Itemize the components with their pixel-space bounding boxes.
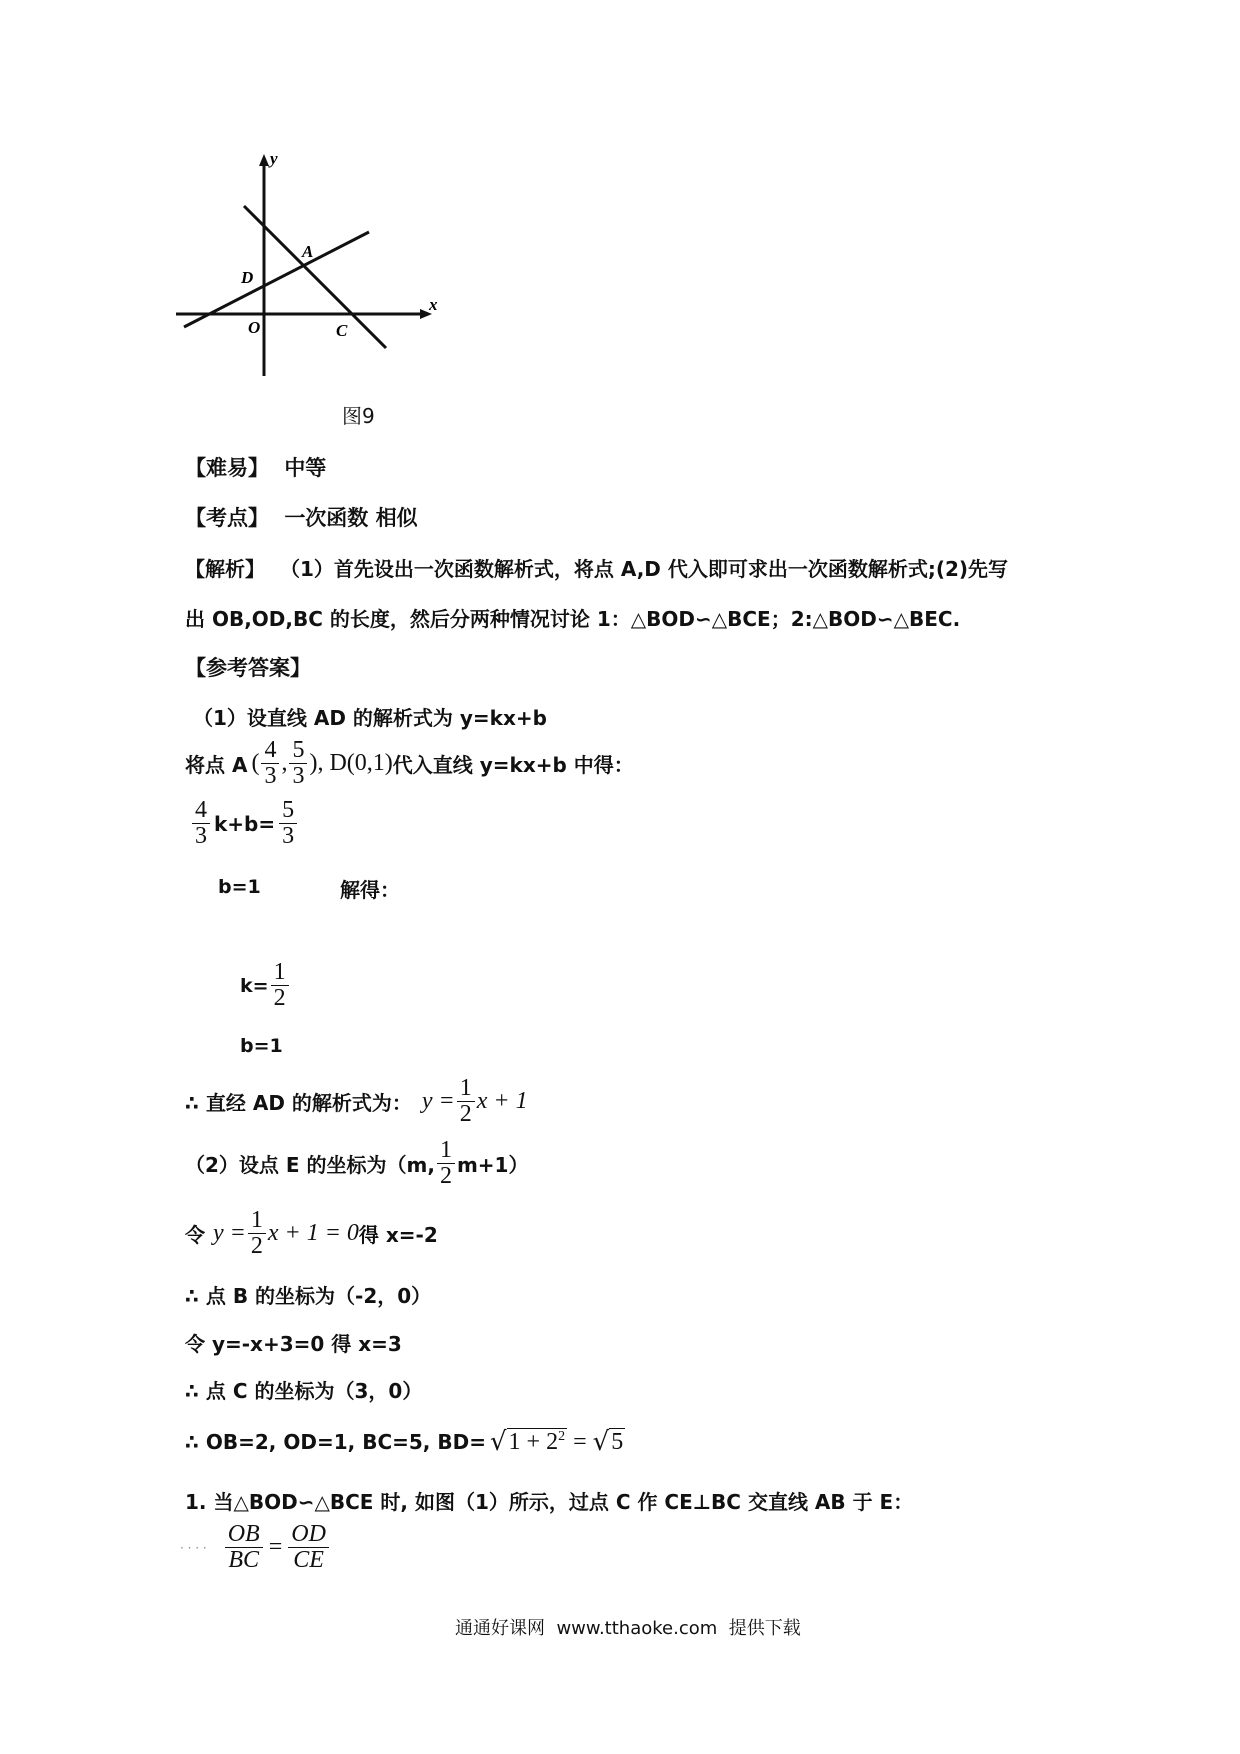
step-8-tail: m+1） <box>456 1153 529 1178</box>
coordinate-figure <box>170 150 470 430</box>
analysis-row <box>185 553 1008 582</box>
step-15-frac-1 <box>225 1522 263 1573</box>
step-13 <box>185 1427 625 1457</box>
step-7 <box>185 1076 528 1127</box>
step-7-tail: x + 1 <box>476 1088 528 1115</box>
step-8-frac <box>437 1138 455 1189</box>
step-13-radicand-2: 5 <box>611 1429 624 1456</box>
step-13-exp: 2 <box>558 1429 566 1445</box>
step-5 <box>240 960 291 1011</box>
step-7-frac-den: 2 <box>459 1101 472 1128</box>
step-7-frac-num: 1 <box>457 1076 475 1102</box>
topic-row <box>185 502 418 532</box>
axis-y-label: y <box>270 150 278 168</box>
step-2-prefix: 将点 A <box>185 753 248 778</box>
step-15-frac-1-den: BC <box>228 1547 260 1574</box>
step-13-prefix: ∴ OB=2, OD=1, BC=5, BD= <box>185 1430 486 1454</box>
step-3-frac-2-num: 5 <box>279 798 297 824</box>
step-8-frac-num: 1 <box>437 1138 455 1164</box>
topic-value: 一次函数 相似 <box>284 506 418 530</box>
difficulty-label: 【难易】 <box>185 456 269 480</box>
step-5-frac-den: 2 <box>273 985 286 1012</box>
step-9-suffix: 得 x=-2 <box>358 1223 438 1248</box>
step-9-y: y = <box>213 1220 246 1247</box>
step-9-frac <box>248 1208 266 1259</box>
step-7-frac <box>457 1076 475 1127</box>
difficulty-value: 中等 <box>284 456 327 480</box>
step-9 <box>185 1208 438 1259</box>
step-3-frac-1-den: 3 <box>195 823 207 850</box>
step-8-prefix: （2）设点 E 的坐标为（m, <box>185 1153 435 1178</box>
step-2-mid: ), D(0,1) <box>309 750 393 777</box>
step-2-frac-1-num: 4 <box>261 738 279 764</box>
step-15-dots: · · · · <box>180 1540 207 1555</box>
step-13-rad1: 1 + 2 <box>508 1429 559 1456</box>
step-2-open: ( <box>251 750 260 777</box>
step-2-frac-2 <box>289 738 307 789</box>
step-11: 令 y=-x+3=0 得 x=3 <box>185 1332 402 1356</box>
sqrt-icon-2: √ <box>592 1427 610 1457</box>
difficulty-row <box>185 452 326 482</box>
point-d-label: D <box>241 268 254 287</box>
answer-label: 【参考答案】 <box>185 656 311 680</box>
step-7-prefix: ∴ 直经 AD 的解析式为： <box>185 1091 412 1116</box>
step-2-comma: , <box>281 750 288 777</box>
step-15-frac-2 <box>288 1522 329 1573</box>
footer-text: 通通好课网 www.tthaoke.com 提供下载 <box>455 1618 801 1639</box>
analysis-label: 【解析】 <box>185 557 265 581</box>
analysis-line2: 出 OB,OD,BC 的长度，然后分两种情况讨论 1：△BOD∽△BCE；2:△BOD∽△BEC. <box>185 607 961 631</box>
step-12: ∴ 点 C 的坐标为（3，0） <box>185 1379 423 1403</box>
step-9-frac-num: 1 <box>248 1208 266 1234</box>
analysis-line1: （1）首先设出一次函数解析式，将点 A,D 代入即可求出一次函数解析式;(2)先写 <box>279 557 1009 581</box>
step-9-tail: x + 1 = 0 <box>267 1220 359 1247</box>
step-3-frac-1-num: 4 <box>192 798 210 824</box>
step-1: （1）设直线 AD 的解析式为 y=kx+b <box>193 706 547 730</box>
y-axis-arrow <box>259 154 269 166</box>
step-2-frac-1 <box>261 738 279 789</box>
step-2-frac-2-den: 3 <box>292 763 305 790</box>
step-2-frac-1-den: 3 <box>264 763 277 790</box>
step-5-frac <box>271 960 289 1011</box>
step-14: 1. 当△BOD∽△BCE 时, 如图（1）所示，过点 C 作 CE⊥BC 交直线 AB 于 E： <box>185 1490 914 1514</box>
step-3-frac-2 <box>279 798 297 849</box>
step-5-frac-num: 1 <box>271 960 289 986</box>
step-9-prefix: 令 <box>185 1223 205 1248</box>
point-o-label: O <box>248 318 261 337</box>
figure-caption: 图9 <box>342 404 375 428</box>
step-13-eq: = <box>567 1428 593 1455</box>
step-7-y: y = <box>421 1088 455 1115</box>
step-9-frac-den: 2 <box>250 1233 263 1260</box>
step-2-suffix: 代入直线 y=kx+b 中得： <box>392 753 634 778</box>
step-15-frac-1-num: OB <box>225 1522 263 1548</box>
sqrt-icon: √ <box>489 1427 507 1457</box>
step-10: ∴ 点 B 的坐标为（-2，0） <box>185 1284 432 1308</box>
step-15-frac-2-den: CE <box>293 1547 324 1574</box>
step-6-b: b=1 <box>240 1035 283 1057</box>
step-8-frac-den: 2 <box>439 1163 452 1190</box>
step-15-frac-2-num: OD <box>288 1522 329 1548</box>
step-4-b: b=1 <box>218 876 261 898</box>
step-5-k: k= <box>240 974 269 997</box>
step-15-eq: = <box>268 1534 283 1561</box>
step-2-frac-2-num: 5 <box>289 738 307 764</box>
step-13-radicand-1 <box>507 1428 568 1455</box>
step-15 <box>180 1522 331 1573</box>
step-3-frac-1 <box>192 798 210 849</box>
step-3-frac-2-den: 3 <box>282 823 295 850</box>
point-a-label: A <box>302 242 314 261</box>
step-8 <box>185 1138 528 1189</box>
topic-label: 【考点】 <box>185 506 269 530</box>
step-3 <box>190 798 299 849</box>
step-3-mid: k+b= <box>214 811 276 836</box>
step-2 <box>185 738 634 789</box>
step-4-solve: 解得： <box>340 878 400 902</box>
point-c-label: C <box>336 321 348 340</box>
axis-x-label: x <box>429 295 438 314</box>
